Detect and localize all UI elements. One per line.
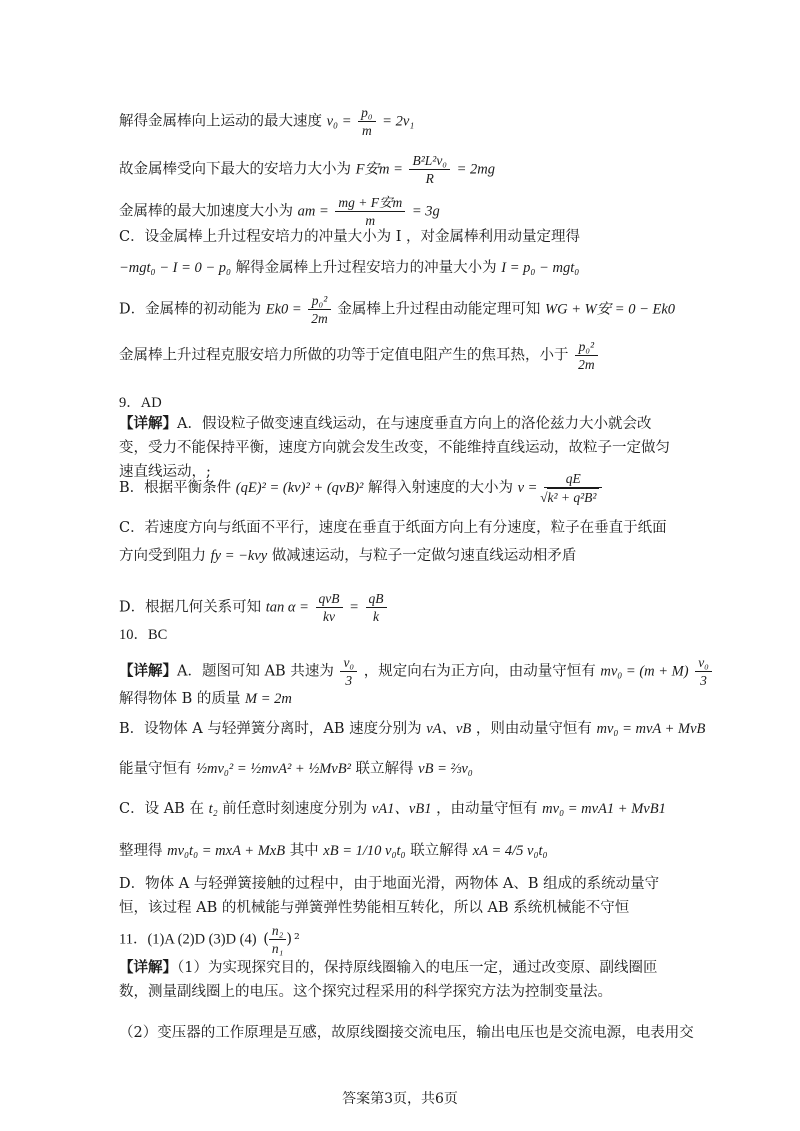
equation: F安m = [355, 161, 403, 178]
text: D．金属棒的初动能为 [119, 301, 262, 318]
numerator: p₀ [358, 104, 375, 122]
denominator: m [361, 123, 372, 138]
text-line-1 [119, 104, 414, 139]
text: 解得物体 B 的质量 [119, 691, 241, 707]
text: B．设物体 A 与轻弹簧分离时，AB 速度分别为 [119, 721, 422, 737]
text-line-16 [119, 718, 705, 740]
equation: vA1、vB1 [371, 801, 432, 817]
text-line-7 [119, 338, 600, 373]
text: C．若速度方向与纸面不平行，速度在垂直于纸面方向上有分速度，粒子在垂直于纸面方向受到阻力 [119, 520, 667, 564]
answer-heading-9: 9．AD [119, 395, 162, 411]
text: 解得入射速度的大小为 [367, 480, 513, 496]
text-line-6 [119, 292, 675, 327]
equation: WG + W安 = 0 − Ek0 [545, 301, 676, 318]
numerator: p₀² [575, 338, 598, 356]
text: 金属棒上升过程克服安培力所做的功等于定值电阻产生的焦耳热，小于 [119, 347, 569, 364]
answer-heading-10: 10．BC [119, 627, 168, 643]
equation: Ek0 = [265, 301, 302, 318]
denominator: kv [323, 609, 336, 624]
text-line-20: D．物体 A 与轻弹簧接触的过程中，由于地面光滑，两物体 A、B 组成的系统动量守恒，该过程 AB 的机械能与弹簧弹性势能相互转化，所以 AB 系统机械能不守恒 [119, 876, 660, 916]
equation: I = p₀ − mgt₀ [501, 260, 580, 276]
equation: = 3g [411, 203, 440, 220]
denominator: 2m [578, 357, 595, 372]
equation: M = 2m [244, 691, 292, 707]
equation: vA、vB [426, 721, 472, 737]
page-footer: 答案第3页，共6页 [342, 1091, 458, 1107]
detail-tag: 【详解】 [119, 662, 177, 680]
equation: = 2v₁ [382, 113, 415, 130]
fraction [695, 654, 712, 689]
equation: v = [517, 480, 538, 496]
exponent: ² [294, 931, 300, 948]
fraction [358, 104, 375, 139]
answer-heading-11 [119, 922, 300, 957]
denominator: n₁ [271, 941, 284, 956]
fraction [316, 590, 343, 625]
denominator: 3 [700, 673, 707, 688]
text: A．题图可知 AB 共速为 [177, 663, 334, 680]
denominator: R [425, 171, 434, 186]
text: D．根据几何关系可知 [119, 599, 262, 616]
numerator: B²L²v₀ [409, 152, 450, 170]
fraction [335, 194, 405, 229]
text-line-3 [119, 194, 440, 229]
fraction [340, 654, 357, 689]
text-line-11 [119, 514, 679, 570]
text: 解得金属棒上升过程安培力的冲量大小为 [235, 260, 497, 276]
text: ，由动量守恒有 [436, 801, 538, 817]
equation: v₀ = [326, 113, 352, 130]
text: 金属棒的最大加速度大小为 [119, 203, 293, 220]
numerator: n₂ [269, 922, 286, 940]
equation: mv₀ = (m + M) [600, 663, 689, 680]
fraction [544, 470, 602, 506]
text: 其中 [289, 843, 319, 859]
text-line-15 [119, 688, 292, 710]
denominator: 2m [311, 311, 328, 326]
text: C．设 AB 在 [119, 801, 204, 817]
text-line-2 [119, 152, 495, 187]
text-line-14 [119, 654, 714, 689]
text-line-19 [119, 840, 548, 862]
text: B．根据平衡条件 [119, 480, 232, 496]
text-line-4: C．设金属棒上升过程安培力的冲量大小为 I ，对金属棒利用动量定理得 [119, 229, 581, 245]
text: ，则由动量守恒有 [475, 721, 592, 737]
text: A．假设粒子做变速直线运动，在与速度垂直方向上的洛伦兹力大小就会改变，受力不能保持平衡，速度方向就会发生改变，不能维持直线运动，故粒子一定做匀速直线运动，; [119, 416, 670, 480]
text: 11．(1)A (2)D (3)D (4) [119, 931, 257, 948]
text-line-18 [119, 798, 666, 820]
text: ，规定向右为正方向，由动量守恒有 [363, 663, 596, 680]
text: 做减速运动，与粒子一定做匀速直线运动相矛盾 [271, 548, 577, 564]
fraction [409, 152, 450, 187]
equation: = 2mg [456, 161, 496, 178]
detail-tag: 【详解】 [119, 415, 177, 432]
fraction [366, 590, 387, 625]
equation: t₂ [208, 801, 218, 817]
denominator: √ k² + q²B² [547, 488, 599, 506]
equation: xA = 4/5 v₀t₀ [472, 843, 548, 859]
equation: am = [297, 203, 329, 220]
text: 解得金属棒向上运动的最大速度 [119, 113, 322, 130]
equation: (qE)² = (kv)² + (qvB)² [235, 480, 364, 496]
fraction [575, 338, 598, 373]
equation: xB = 1/10 v₀t₀ [323, 843, 406, 859]
equation: mv₀ = mvA + MvB [596, 721, 706, 737]
numerator: mg + F安m [335, 194, 405, 212]
text: 能量守恒有 [119, 761, 192, 777]
text: 整理得 [119, 843, 163, 859]
equation: fy = −kvy [210, 548, 268, 564]
text-line-10 [119, 470, 604, 506]
fraction: ( $\frac{\text{n₂}}{\text{n₁}}$ ) [263, 923, 292, 956]
denominator: 3 [345, 673, 353, 688]
text: （1）为实现探究目的，保持原线圈输入的电压一定，通过改变原、副线圈匝数，测量副线圈上的电压。这个探究过程采用的科学探究方法为控制变量法。 [119, 960, 658, 1000]
text: 故金属棒受向下最大的安培力大小为 [119, 161, 351, 178]
text-line-22 [119, 956, 679, 1004]
text-line-23: （2）变压器的工作原理是互感，故原线圈接交流电压，输出电压也是交流电源，电表用交 [119, 1025, 694, 1041]
equation: tan α = [265, 599, 309, 616]
text-line-12: D．根据几何关系可知 tan α = $\frac{\text{qvB}}{kv}$ = $\frac{qB}{k}$ [119, 590, 389, 625]
numerator: qvB [316, 590, 343, 608]
text: 联立解得 [410, 843, 469, 859]
numerator: v₀ [695, 654, 712, 672]
numerator: qE [544, 470, 602, 488]
equation: vB = ⅔v₀ [418, 761, 473, 777]
fraction [308, 292, 331, 327]
equation: mv₀ = mvA1 + MvB1 [542, 801, 666, 817]
equation: mv₀t₀ = mxA + MxB [167, 843, 286, 859]
text: 前任意时刻速度分别为 [222, 801, 368, 817]
detail-tag: 【详解】 [119, 959, 177, 976]
equation: −mgt₀ − I = 0 − p₀ [119, 260, 232, 276]
numerator: p₀² [308, 292, 331, 310]
denominator: m [365, 213, 376, 228]
text-line-5 [119, 257, 579, 279]
text-line-17 [119, 758, 473, 780]
equation: ½mv₀² = ½mvA² + ½MvB² [196, 761, 351, 777]
text: 联立解得 [355, 761, 414, 777]
numerator: qB [366, 590, 387, 608]
denominator: k [373, 609, 380, 624]
numerator: v₀ [340, 654, 357, 672]
text: 金属棒上升过程由动能定理可知 [337, 301, 541, 318]
